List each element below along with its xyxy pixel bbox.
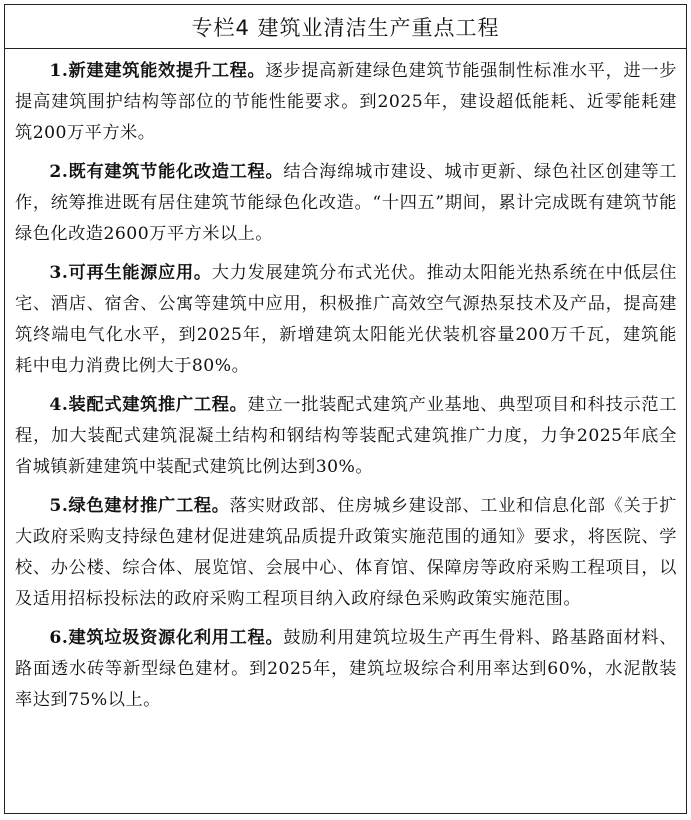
feature-box [4, 4, 687, 814]
item-heading: 2.既有建筑节能化改造工程。 [49, 162, 284, 182]
item-paragraph [15, 56, 677, 149]
box-title: 专栏4 建筑业清洁生产重点工程 [191, 15, 500, 40]
item-paragraph [15, 390, 677, 483]
item-paragraph [15, 258, 677, 382]
item-body: 落实财政部、住房城乡建设部、工业和信息化部《关于扩大政府采购支持绿色建材促进建筑品质提升政策实施范围的通知》要求，将医院、学校、办公楼、综合体、展览馆、会展中心、体育馆、保障房等政府采购工程项目，以及适用招标投标法的政府采购工程项目纳入政府绿色采购政策实施范围。 [15, 496, 677, 609]
item-heading: 1.新建建筑能效提升工程。 [49, 61, 266, 81]
item-heading: 6.建筑垃圾资源化利用工程。 [49, 628, 284, 648]
item-body: 建立一批装配式建筑产业基地、典型项目和科技示范工程，加大装配式建筑混凝土结构和钢结构等装配式建筑推广力度，力争2025年底全省城镇新建建筑中装配式建筑比例达到30%。 [15, 395, 677, 477]
item-heading: 5.绿色建材推广工程。 [49, 496, 230, 516]
box-title-row [5, 5, 686, 49]
item-heading: 3.可再生能源应用。 [49, 263, 212, 283]
item-body: 鼓励利用建筑垃圾生产再生骨料、路基路面材料、路面透水砖等新型绿色建材。到2025年，建筑垃圾综合利用率达到60%，水泥散装率达到75%以上。 [15, 628, 677, 710]
item-body: 结合海绵城市建设、城市更新、绿色社区创建等工作，统筹推进既有居住建筑节能绿色化改造。“十四五”期间，累计完成既有建筑节能绿色化改造2600万平方米以上。 [15, 162, 677, 244]
item-body: 逐步提高新建绿色建筑节能强制性标准水平，进一步提高建筑围护结构等部位的节能性能要求。到2025年，建设超低能耗、近零能耗建筑200万平方米。 [15, 61, 677, 143]
item-body: 大力发展建筑分布式光伏。推动太阳能光热系统在中低层住宅、酒店、宿舍、公寓等建筑中应用，积极推广高效空气源热泵技术及产品，提高建筑终端电气化水平，到2025年，新增建筑太阳能光伏装机容量200万千瓦，建筑能耗中电力消费比例大于80%。 [15, 263, 677, 376]
item-paragraph [15, 157, 677, 250]
item-paragraph [15, 491, 677, 615]
box-content [15, 56, 677, 724]
item-heading: 4.装配式建筑推广工程。 [49, 395, 248, 415]
item-paragraph [15, 623, 677, 716]
